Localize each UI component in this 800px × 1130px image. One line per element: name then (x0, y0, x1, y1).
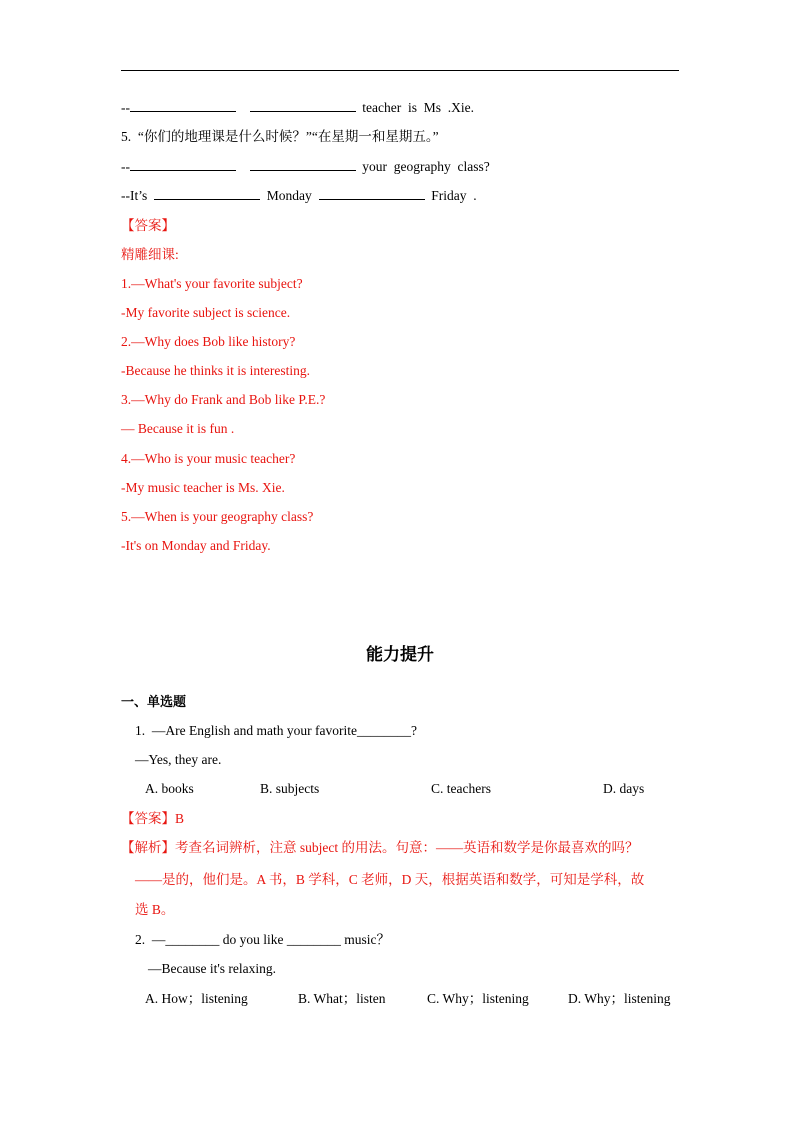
exercise-line-5a (121, 158, 490, 176)
q1-option-c[interactable]: C. teachers (431, 781, 491, 796)
answer-line: -My favorite subject is science. (121, 305, 291, 320)
blank (130, 99, 236, 112)
q1-reply: —Yes, they are. (135, 752, 222, 767)
answer-line: -It's on Monday and Friday. (121, 538, 271, 553)
q1-analysis-line: 【解析】考查名词辨析，注意 subject 的用法。句意：——英语和数学是你最喜欢的吗？ (121, 840, 639, 855)
q1-answer: 【答案】B (121, 811, 185, 826)
line-prefix: --It’s (121, 188, 148, 203)
q2-option-a[interactable]: A. How；listening (145, 991, 248, 1006)
q1-stem: 1. —Are English and math your favorite________? (135, 723, 417, 738)
line-suffix: your geography class? (362, 159, 490, 174)
q1-option-d[interactable]: D. days (603, 781, 645, 796)
answer-line: -Because he thinks it is interesting. (121, 363, 310, 378)
q2-stem: 2. —________ do you like ________ music？ (135, 932, 390, 947)
answer-line: -My music teacher is Ms. Xie. (121, 480, 285, 495)
answer-line: 4.—Who is your music teacher? (121, 451, 296, 466)
answer-line: 2.—Why does Bob like history? (121, 334, 296, 349)
question-number: 5. (121, 129, 132, 144)
answer-line: — Because it is fun . (121, 421, 235, 436)
blank (130, 158, 236, 171)
q1-analysis-line: 选 B。 (135, 902, 175, 917)
answer-subtitle: 精雕细课: (121, 247, 179, 262)
line-suffix: teacher is Ms .Xie. (362, 100, 474, 115)
blank (250, 99, 356, 112)
answer-line: 3.—Why do Frank and Bob like P.E.? (121, 392, 326, 407)
q2-option-d[interactable]: D. Why；listening (568, 991, 671, 1006)
exercise-question-5 (121, 128, 439, 146)
q2-reply: —Because it's relaxing. (148, 961, 277, 976)
question-text: “你们的地理课是什么时候？”“在星期一和星期五。” (137, 129, 439, 144)
q2-option-b[interactable]: B. What；listen (298, 991, 386, 1006)
line-prefix: -- (121, 159, 130, 174)
q1-option-a[interactable]: A. books (145, 781, 194, 796)
blank (250, 158, 356, 171)
exercise-line-5b (121, 187, 477, 205)
q1-analysis-line: ——是的，他们是。A 书，B 学科，C 老师，D 天，根据英语和数学，可知是学科，故 (135, 872, 645, 887)
answer-line: 5.—When is your geography class? (121, 509, 314, 524)
header-rule (121, 70, 679, 71)
q2-option-c[interactable]: C. Why；listening (427, 991, 529, 1006)
line-prefix: -- (121, 100, 130, 115)
exercise-line-4-answer (121, 99, 474, 117)
section-heading: 能力提升 (366, 645, 434, 665)
question-type-title: 一、单选题 (121, 695, 187, 710)
blank (154, 187, 260, 200)
blank (319, 187, 425, 200)
q1-option-b[interactable]: B. subjects (260, 781, 320, 796)
line-mid: Monday (266, 188, 312, 203)
answer-line: 1.—What's your favorite subject? (121, 276, 303, 291)
line-suffix: Friday . (431, 188, 477, 203)
answer-label: 【答案】 (121, 218, 175, 233)
